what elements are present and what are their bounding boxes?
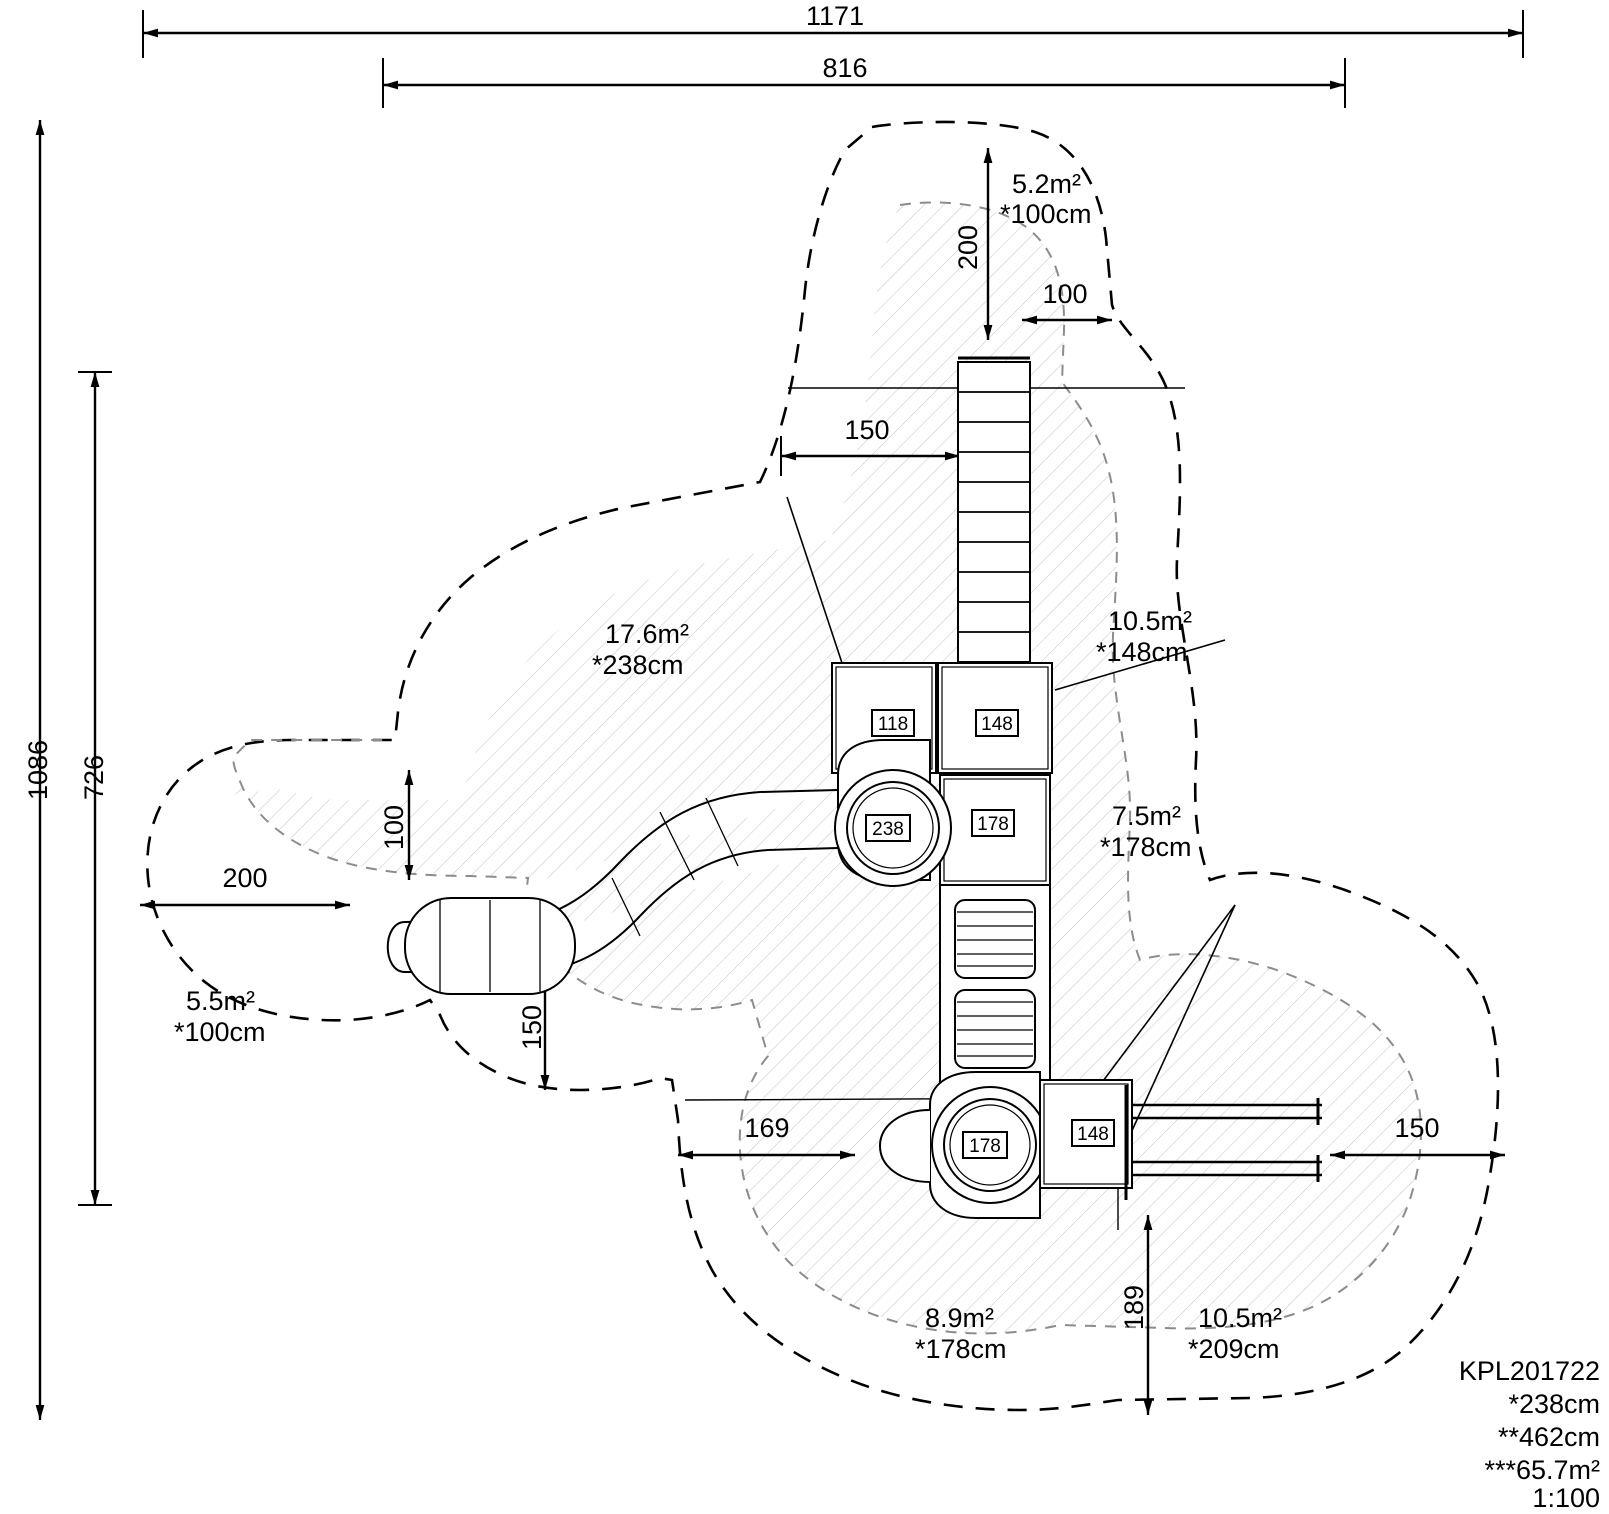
platform-tag-148-lower: 148 <box>1077 1124 1109 1145</box>
title-block-fall-height: **462cm <box>1497 1422 1600 1452</box>
title-block-scale: 1:100 <box>1532 1483 1600 1513</box>
zone-label-ladder-area: 5.2m² <box>1012 169 1082 199</box>
zone-label-lower-right-height: *209cm <box>1188 1334 1280 1364</box>
dim-label-200-slide: 200 <box>222 863 268 893</box>
dim-label-1171: 1171 <box>805 1 865 31</box>
ladder-equipment <box>958 358 1030 662</box>
dim-label-150-ladder: 150 <box>844 415 890 445</box>
dim-label-726: 726 <box>79 754 109 800</box>
zone-label-slide-exit-area: 5.5m² <box>186 986 256 1016</box>
dim-label-150-slide-side: 150 <box>517 1004 547 1050</box>
platform-tag-118: 118 <box>877 714 909 735</box>
platform-tag-178-upper: 178 <box>977 814 1009 835</box>
dim-label-200-ladder: 200 <box>953 224 983 270</box>
zone-label-lower-left-height: *178cm <box>915 1334 1007 1364</box>
zone-label-lower-left-area: 8.9m² <box>925 1303 995 1333</box>
platform-tag-148-upper: 148 <box>981 714 1013 735</box>
zone-label-upper-right-height: *148cm <box>1096 637 1188 667</box>
zone-label-upper-right-area: 10.5m² <box>1108 606 1193 636</box>
zone-label-slide-height: *238cm <box>592 650 684 680</box>
dim-label-100-top: 100 <box>1042 279 1088 309</box>
zone-label-slide-exit-height: *100cm <box>174 1017 266 1047</box>
dim-label-100-slide: 100 <box>379 804 409 850</box>
title-block-height: *238cm <box>1508 1389 1600 1419</box>
title-block-product-code: KPL201722 <box>1458 1356 1600 1386</box>
zone-label-mid-right-area: 7.5m² <box>1112 801 1182 831</box>
zone-label-ladder-height: *100cm <box>1000 199 1092 229</box>
zone-label-slide-area: 17.6m² <box>605 619 690 649</box>
dim-label-189: 189 <box>1119 1284 1149 1330</box>
dim-label-816: 816 <box>822 53 868 83</box>
platform-tag-238: 238 <box>872 819 904 840</box>
title-block-area: ***65.7m² <box>1484 1455 1600 1485</box>
center-bridge <box>940 885 1050 1085</box>
dim-label-1086: 1086 <box>23 739 53 800</box>
zone-label-lower-right-area: 10.5m² <box>1198 1303 1283 1333</box>
impact-area-hatched <box>234 202 1421 1333</box>
platform-tag-178-lower: 178 <box>969 1136 1001 1157</box>
zone-label-mid-right-height: *178cm <box>1100 832 1192 862</box>
dim-label-169: 169 <box>744 1113 790 1143</box>
dim-label-150-right: 150 <box>1394 1113 1440 1143</box>
